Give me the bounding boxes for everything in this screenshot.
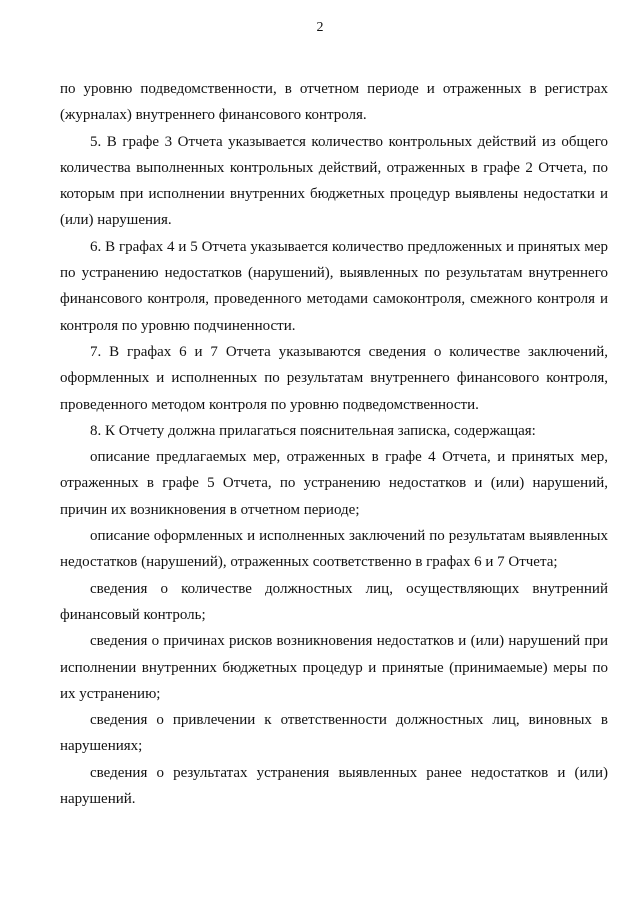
paragraph-7: описание оформленных и исполненных заключений по результатам выявленных недостатков (нарушений), отраженных соответственно в графах 6 и 7 Отчета; — [60, 528, 608, 571]
paragraph-10: сведения о привлечении к ответственности должностных лиц, виновных в нарушениях; — [60, 712, 608, 755]
paragraph-6: описание предлагаемых мер, отраженных в графе 4 Отчета, и принятых мер, отраженных в графе 5 Отчета, по устранению недостатков и (или) нарушений, причин их возникновения в отчетном периоде; — [60, 449, 608, 518]
paragraph-4: 7. В графах 6 и 7 Отчета указываются сведения о количестве заключений, оформленных и исполненных по результатам внутреннего финансового контроля, проведенного методом контроля по уровню подведомственности. — [60, 343, 608, 413]
page-number: 2 — [316, 20, 324, 35]
document-body — [60, 76, 608, 812]
paragraph-3: 6. В графах 4 и 5 Отчета указывается количество предложенных и принятых мер по устранению недостатков (нарушений), выявленных по результатам внутреннего финансового контроля, проведенного методами самоконтроля, смежного контроля и контроля по уровню подчиненности. — [60, 238, 608, 334]
paragraph-11: сведения о результатах устранения выявленных ранее недостатков и (или) нарушений. — [60, 764, 608, 808]
paragraph-8: сведения о количестве должностных лиц, осуществляющих внутренний финансовый контроль; — [60, 580, 608, 623]
paragraph-1: по уровню подведомственности, в отчетном периоде и отраженных в регистрах (журналах) внутреннего финансового контроля. — [60, 81, 608, 124]
paragraph-9: сведения о причинах рисков возникновения недостатков и (или) нарушений при исполнении внутренних бюджетных процедур и принятые (принимаемые) меры по их устранению; — [60, 633, 608, 702]
paragraph-5: 8. К Отчету должна прилагаться пояснительная записка, содержащая: — [90, 422, 536, 439]
paragraph-2: 5. В графе 3 Отчета указывается количество контрольных действий из общего количества выполненных контрольных действий, отраженных в графе 2 Отчета, по которым при исполнении внутренних бюджетных процедур выявлены недостатки и (или) нарушения. — [60, 133, 608, 229]
